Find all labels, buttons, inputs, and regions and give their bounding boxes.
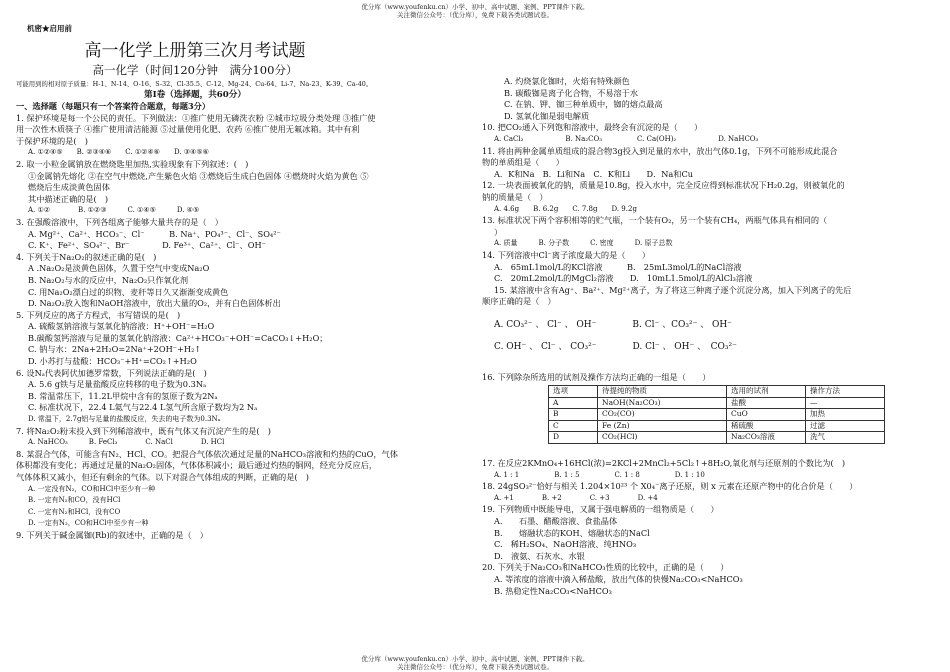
question-line: 17. 在反应2KMnO₄+16HCl(浓)=2KCl+2MnCl₂+5Cl₂↑+8H₂O,氧化剂与还原剂的个数比为( ) — [482, 457, 846, 468]
question-line: A. 石墨、醋酸溶液、食盐晶体 — [494, 515, 618, 526]
question-line: A. 5.6 g铁与足量盐酸反应转移的电子数为0.3Nₐ — [28, 379, 207, 390]
question-line: 物的单质组是（ ） — [482, 157, 564, 168]
table-cell: — — [806, 397, 885, 409]
table-cell: 加热 — [806, 409, 885, 421]
table-row — [549, 420, 885, 432]
q16-text: 16. 下列除杂所选用的试剂及操作方法均正确的一组是（ ） — [482, 371, 711, 382]
question-line: 其中描述正确的是( ) — [28, 193, 109, 204]
question-line: 11. 将由两种金属单质组成的混合物3g投入到足量的水中，放出气体0.1g，下列不可能形成此混合 — [482, 145, 838, 156]
question-line: 用一次性木质筷子 ④推广使用清洁能源 ⑤过量使用化肥、农药 ⑥推广使用无氟冰箱。其中有利 — [16, 124, 360, 135]
question-line: A．K和Na B．Li和Na C．K和Li D．Na和Cu — [494, 168, 694, 179]
question-line: 6. 设Nₐ代表阿伏加德罗常数，下列说法正确的是( ) — [16, 367, 207, 378]
question-line: D. 常温下，2.7g铝与足量的盐酸反应，失去的电子数为0.3Nₐ — [28, 415, 221, 424]
question-line: 顺序正确的是（ ） — [482, 296, 556, 307]
table-cell: A — [549, 397, 598, 409]
table-cell: 盐酸 — [727, 397, 806, 409]
q15-options — [482, 314, 927, 358]
question-line: 19. 下列物质中既能导电，又属于强电解质的一组物质是（ ） — [482, 504, 719, 515]
question-line: C. K⁺、Fe²⁺、SO₄²⁻、Br⁻ D. Fe³⁺、Ca²⁺、Cl⁻、OH⁻ — [28, 240, 266, 251]
table-header-cell: 操作方法 — [806, 386, 885, 398]
page-header — [0, 3, 950, 19]
right-question-list-top — [482, 76, 927, 308]
question-line: C. 稀H₂SO₄、NaOH溶液、纯HNO₃ — [494, 539, 637, 550]
header-line-2: 关注微信公众号：（优分库），免费下载各类试题试卷。 — [397, 11, 553, 19]
question-line: D. 小苏打与盐酸：HCO₃⁻+H⁺=CO₂↑+H₂O — [28, 356, 197, 367]
question-line: C. 20mL2mol/L的MgCl₂溶液 D. 10mL1.5mol/L的AlCl₃溶液 — [494, 273, 753, 284]
question-line: ①金属钠先熔化 ②在空气中燃烧,产生紫色火焰 ③燃烧后生成白色固体 ④燃烧时火焰为黄色 ⑤ — [28, 170, 369, 181]
q16-table — [548, 385, 885, 444]
table-header-cell: 选项 — [549, 386, 598, 398]
question-line: A .Na₂O₂是淡黄色固体，久置于空气中变成Na₂O — [28, 263, 210, 274]
question-line: B. 一定有N₂和CO，没有HCl — [28, 496, 121, 505]
atomic-masses: 可能用到的相对原子质量：H-1、N-14、O-16、S-32、Cl-35.5、C-12、Mg-24、Cu-64、Li-7、Na-23、K-39、Ca-40。 — [16, 80, 373, 88]
table-cell: C — [549, 420, 598, 432]
question-line: D. 一定有N₂，CO和HCl中至少有一种 — [28, 519, 149, 528]
question-line: A. 65mL1mol/L的KCl溶液 B. 25mL3mol/L的NaCl溶液 — [494, 261, 742, 272]
question-line: B. 熔融状态的KOH、熔融状态的NaCl — [494, 527, 650, 538]
q15-option-row: C. OH⁻ 、 Cl⁻ 、 CO₃²⁻ D. Cl⁻ 、 OH⁻ 、 CO₃²⁻ — [494, 341, 737, 352]
exam-subtitle: 高一化学（时间120分钟 满分100分） — [92, 63, 298, 77]
question-line: 7. 将Na₂O₂粉末投入到下列稀溶液中，既有气体又有沉淀产生的是( ) — [16, 425, 272, 436]
question-line: B. 热稳定性Na₂CO₃<NaHCO₃ — [494, 585, 612, 596]
table-cell: Na₂CO₃溶液 — [727, 432, 806, 444]
table-cell: B — [549, 409, 598, 421]
question-line: ） — [494, 226, 503, 237]
question-line: A. Mg²⁺、Ca²⁺、HCO₃⁻、Cl⁻ B. Na⁺、PO₄³⁻、Cl⁻、SO₄²⁻ — [28, 228, 281, 239]
question-line: 12. 一块表面被氧化的钠，质量是10.8g，投入水中，完全反应得到标准状况下H₂0.2g，则被氧化的 — [482, 180, 845, 191]
table-row — [549, 432, 885, 444]
question-line: 14. 下列溶液中Cl⁻离子浓度最大的是（ ） — [482, 249, 651, 260]
question-line: 于保护环境的是( ) — [16, 135, 88, 146]
question-line: C. 钠与水：2Na+2H₂O=2Na⁺+2OH⁻+H₂↑ — [28, 344, 202, 355]
right-column — [482, 76, 927, 597]
question-line: A. CaCl₂ B. Na₂CO₃ C. Ca(OH)₂ D. NaHCO₃ — [494, 134, 759, 143]
footer-line-1: 优分库（www.youfenku.cn）小学、初中、高中试题、案例、PPT课件下载。 — [361, 655, 589, 663]
question-line: 9. 下列关于碱金属铷(Rb)的叙述中，正确的是（ ） — [16, 529, 208, 540]
question-line: A. ①② B. ①②③ C. ①④⑤ D. ④⑤ — [28, 206, 200, 215]
question-line: A. 质量 B. 分子数 C. 密度 D. 原子总数 — [494, 239, 673, 248]
secret-label: 机密★启用前 — [27, 24, 72, 33]
part1-heading: 第Ⅰ卷（选择题，共60分） — [144, 90, 246, 100]
table-cell: D — [549, 432, 598, 444]
table-header-cell: 选用的试剂 — [727, 386, 806, 398]
table-header-cell: 待提纯的物质 — [598, 386, 727, 398]
question-line: 18. 24gSO₃²⁻恰好与相关 1.204×10²³ 个 X0₄⁻离子还原，则 x 元素在还原产物中的化合价是（ ） — [482, 481, 858, 492]
question-line: 10. 把CO₂通入下列饱和溶液中，最终会有沉淀的是（ ） — [482, 122, 703, 133]
question-line: A. +1 B. +2 C. +3 D. +4 — [494, 493, 658, 502]
question-line: A. 1 : 1 B. 1 : 5 C. 1 : 8 D. 1 : 10 — [494, 470, 705, 479]
table-header-row — [549, 386, 885, 398]
question-line: A. ①②④⑤ B. ②③④⑥ C. ①②④⑥ D. ③④⑤⑥ — [28, 148, 209, 157]
question-line: C. 标准状况下，22.4 L氦气与22.4 L氢气所含原子数均为2 Nₐ — [28, 402, 258, 413]
question-line: A. 4.6g B. 6.2g C. 7.8g D. 9.2g — [494, 204, 637, 213]
question-line: 1. 保护环境是每一个公民的责任。下列做法：①推广使用无磷洗衣粉 ②城市垃圾分类处理 ③推广使 — [16, 112, 376, 123]
question-line: B.碳酸氢钙溶液与足量的氢氧化钠溶液：Ca²⁺+HCO₃⁻+OH⁻=CaCO₃↓+H₂O； — [28, 332, 328, 343]
table-cell: 稀硫酸 — [727, 420, 806, 432]
section1-heading: 一、选择题（每题只有一个答案符合题意，每题3分） — [16, 101, 211, 111]
table-cell: CO₂(HCl) — [598, 432, 727, 444]
question-line: 20. 下列关于Na₂CO₃和NaHCO₃性质的比较中，正确的是（ ） — [482, 562, 729, 573]
question-line: 钠的质量是（ ） — [482, 191, 548, 202]
question-line: B. 常温常压下，11.2L甲烷中含有的氢原子数为2Nₐ — [28, 390, 218, 401]
table-cell: CO₂(CO) — [598, 409, 727, 421]
table-cell: CuO — [727, 409, 806, 421]
question-line: A. 等浓度的溶液中滴入稀盐酸，放出气体的快慢Na₂CO₃<NaHCO₃ — [494, 573, 743, 584]
question-line: 体积都没有变化；再通过足量的Na₂O₂固体，气体体积减小；最后通过灼热的铜网，经充分反应后， — [16, 460, 378, 471]
left-column — [16, 24, 470, 542]
question-line: 气体体积又减小，但还有剩余的气体。以下对混合气体组成的判断，正确的是( ) — [16, 472, 309, 482]
question-line: 15. 某溶液中含有Ag⁺、Ba²⁺、Mg²⁺离子，为了将这三种离子逐个沉淀分离，加入下列离子的先后 — [494, 284, 852, 295]
left-question-list — [16, 113, 470, 542]
header-line-1: 优分库（www.youfenku.cn）小学、初中、高中试题、案例、PPT课件下载。 — [361, 3, 589, 11]
question-line: B. 碳酸铷是离子化合物，不易溶于水 — [504, 87, 639, 98]
right-question-list-bottom — [482, 458, 927, 597]
question-line: C. 一定有N₂和HCl，没有CO — [28, 507, 121, 516]
table-row — [549, 409, 885, 421]
question-line: D. Na₂O₂放入饱和NaOH溶液中，放出大量的O₂，并有白色固体析出 — [28, 298, 281, 309]
question-line: C. 用Na₂O₂漂白过的织物、麦秆等日久又渐渐变成黄色 — [28, 286, 229, 297]
question-line: D. 氢氧化铷是弱电解质 — [504, 110, 590, 121]
question-line: 8. 某混合气体，可能含有N₂、HCl、CO。把混合气体依次通过足量的NaHCO₃溶液和灼热的CuO，气体 — [16, 448, 398, 459]
table-cell: NaOH(Na₂CO₃) — [598, 397, 727, 409]
table-row — [549, 397, 885, 409]
table-cell: Fe (Zn) — [598, 420, 727, 432]
question-line: A. 一定没有N₂，CO和HCl中至少有一种 — [28, 484, 156, 493]
question-line: C. 在钠、钾、铷三种单质中，铷的熔点最高 — [504, 99, 663, 110]
table-cell: 过滤 — [806, 420, 885, 432]
question-line: B. Na₂O₂与水的反应中，Na₂O₂只作氧化剂 — [28, 274, 189, 285]
q15-option-row: A. CO₃²⁻ 、 Cl⁻ 、 OH⁻ B. Cl⁻ 、CO₃²⁻ 、 OH⁻ — [494, 319, 733, 330]
question-line: 5. 下列反应的离子方程式，书写错误的是( ) — [16, 309, 181, 320]
question-line: A. 硫酸氢钠溶液与氢氧化钠溶液：H⁺+OH⁻=H₂O — [28, 321, 215, 332]
table-cell: 洗气 — [806, 432, 885, 444]
exam-title: 高一化学上册第三次月考试题 — [84, 41, 306, 61]
question-line: A. NaHCO₃ B. FeCl₃ C. NaCl D. HCl — [28, 438, 225, 447]
question-line: 13. 标准状况下两个容积相等的贮气瓶，一个装有O₂，另一个装有CH₄，两瓶气体具有相同的（ — [482, 215, 828, 226]
question-line: 燃烧后生成淡黄色固体 — [28, 182, 110, 193]
question-line: 4. 下列关于Na₂O₂的叙述正确的是( ) — [16, 251, 157, 262]
question-line: A. 灼烧氯化铷时，火焰有特殊颜色 — [504, 76, 630, 86]
question-line: D. 液氨、石灰水、水银 — [494, 550, 585, 561]
footer-line-2: 关注微信公众号：（优分库），免费下载各类试题试卷。 — [397, 663, 553, 671]
question-line: 3. 在强酸溶液中，下列各组离子能够大量共存的是（ ） — [16, 216, 223, 227]
question-line: 2. 取一小粒金属钠放在燃烧匙里加热,实验现象有下列叙述：( ) — [16, 158, 249, 169]
page-footer — [0, 655, 950, 671]
